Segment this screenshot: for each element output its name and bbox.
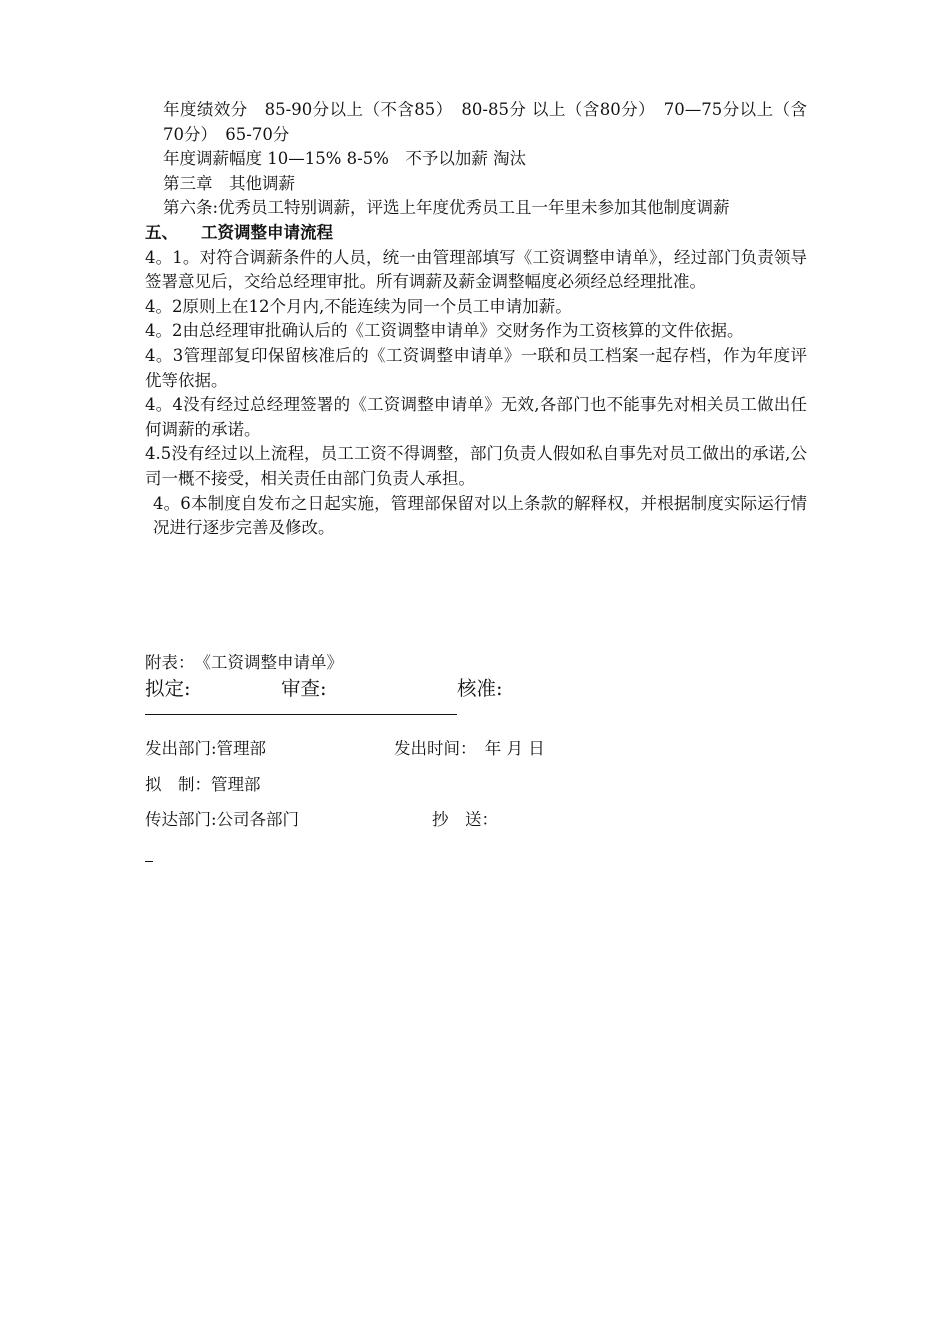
issue-time: 发出时间： 年 月 日 [394,739,545,758]
signature-rule [145,714,457,715]
clause-4-2b: 4。2由总经理审批确认后的《工资调整申请单》交财务作为工资核算的文件依据。 [145,321,744,341]
distribution-departments: 传达部门:公司各部门 [145,810,300,829]
article-six: 第六条:优秀员工特别调薪，评选上年度优秀员工且一年里未参加其他制度调薪 [163,198,730,218]
section-title: 工资调整申请流程 [201,222,333,242]
chapter-three-title: 第三章 其他调薪 [163,173,295,193]
section-number: 五、 [145,222,178,242]
signoff-review-label: 审查: [281,677,327,700]
clause-4-4: 4。4没有经过总经理签署的《工资调整申请单》无效,各部门也不能事先对相关员工做出任何调薪的承诺。 [145,395,807,439]
trailing-underscore [145,861,153,862]
clause-4-5: 4.5没有经过以上流程，员工工资不得调整，部门负责人假如私自事先对员工做出的承诺,公司一概不接受，相关责任由部门负责人承担。 [145,444,807,488]
attachment-note: 附表： 《工资调整申请单》 [145,653,343,672]
signoff-draft-label: 拟定: [145,677,191,700]
prepared-by: 拟 制：管理部 [145,775,261,794]
performance-score-line: 年度绩效分 85-90分以上（不含85） 80-85分 以上（含80分） 70—75分以上（含70分） 65-70分 [163,100,807,144]
clause-4-6: 4。6本制度自发布之日起实施，管理部保留对以上条款的解释权，并根据制度实际运行情况进行逐步完善及修改。 [153,493,807,538]
clause-4-1: 4。1。对符合调薪条件的人员，统一由管理部填写《工资调整申请单》，经过部门负责领导签署意见后，交给总经理审批。所有调薪及薪金调整幅度必须经总经理批准。 [145,247,807,292]
issuing-department: 发出部门:管理部 [145,739,267,758]
clause-4-3: 4。3管理部复印保留核准后的《工资调整申请单》一联和员工档案一起存档，作为年度评优等依据。 [145,345,807,390]
raise-range-line: 年度调薪幅度 10—15% 8-5% 不予以加薪 淘汰 [163,149,527,169]
document-body [145,98,807,541]
clause-4-2a: 4。2原则上在12个月内,不能连续为同一个员工申请加薪。 [145,296,572,316]
signoff-approve-label: 核准: [457,677,503,700]
section-heading [145,221,807,246]
cc-label: 抄 送： [432,810,498,829]
